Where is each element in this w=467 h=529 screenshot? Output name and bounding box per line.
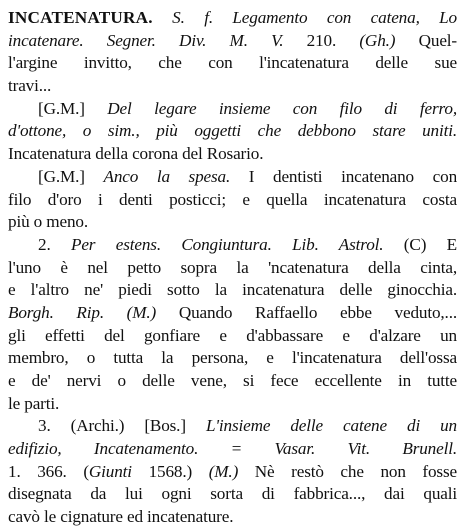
italic-text: Giunti bbox=[88, 461, 132, 481]
italic-text: S. f. Legamento con catena, Lo bbox=[172, 8, 457, 27]
entry-line bbox=[8, 7, 457, 30]
text-run: disegnata da lui ogni sorta di fabbrica..., dai quali bbox=[8, 484, 457, 504]
text-run: l'uno è nel petto sopra la 'ncatenatura della cinta, bbox=[8, 257, 457, 277]
entry-line bbox=[8, 189, 457, 212]
italic-text: Borgh. Rip. (M.) bbox=[8, 302, 157, 322]
text-run: Nè restò che non fosse bbox=[238, 461, 457, 481]
entry-line bbox=[8, 483, 457, 506]
text-run: Incatenatura della corona del Rosario. bbox=[8, 144, 264, 164]
entry-line bbox=[8, 75, 457, 98]
text-run: travi... bbox=[8, 76, 52, 96]
text-run: Quando Raffaello ebbe veduto,... bbox=[156, 302, 457, 322]
entry-line bbox=[8, 166, 457, 189]
text-run: 1. 366. ( bbox=[8, 461, 89, 481]
text-run: filo d'oro i denti posticci; e quella incatenatura costa bbox=[8, 189, 457, 209]
text-run: cavò le cignature ed incatenature. bbox=[8, 507, 234, 527]
entry-line bbox=[8, 279, 457, 302]
entry-line bbox=[8, 98, 457, 121]
entry-line bbox=[8, 30, 457, 53]
entry-line bbox=[8, 325, 457, 348]
text-run: più o meno. bbox=[8, 212, 88, 232]
italic-text: edifizio, Incatenamento. = Vasar. Vit. Brunell. bbox=[8, 439, 457, 459]
text-run: Quel- bbox=[395, 30, 457, 50]
entry-line bbox=[8, 370, 457, 393]
entry-line bbox=[8, 143, 457, 166]
entry-line bbox=[8, 120, 457, 143]
italic-text: (Gh.) bbox=[359, 30, 396, 50]
italic-text: incatenare. Segner. Div. M. V. bbox=[8, 30, 284, 50]
italic-text: Per estens. Congiuntura. Lib. Astrol. bbox=[70, 234, 384, 254]
entry-line bbox=[8, 393, 457, 416]
entry-line bbox=[8, 52, 457, 75]
italic-text: L'insieme delle catene di un bbox=[205, 416, 457, 436]
italic-text: Del legare insieme con filo di ferro, bbox=[107, 98, 457, 118]
headword: INCATENATURA. bbox=[8, 8, 153, 27]
text-run: 3. (Archi.) [Bos.] bbox=[38, 416, 206, 436]
text-run: 210. bbox=[283, 30, 360, 50]
entry-line bbox=[8, 257, 457, 280]
text-run bbox=[153, 8, 172, 27]
text-run: [G.M.] bbox=[38, 98, 108, 118]
text-run: le parti. bbox=[8, 393, 60, 413]
text-run: I dentisti incatenano con bbox=[230, 166, 457, 186]
text-run: membro, o tutta la persona, e l'incatenatura dell'ossa bbox=[8, 348, 457, 368]
text-run: l'argine invitto, che con l'incatenatura delle sue bbox=[8, 53, 457, 73]
text-run: [G.M.] bbox=[38, 166, 104, 186]
entry-line bbox=[8, 461, 457, 484]
italic-text: d'ottone, o sim., più oggetti che debbono stare uniti. bbox=[8, 121, 457, 141]
entry-line bbox=[8, 211, 457, 234]
text-run: 1568.) bbox=[131, 461, 209, 481]
text-run: e de' nervi o delle vene, si fece eccellente in tutte bbox=[8, 371, 457, 390]
entry-line bbox=[8, 347, 457, 370]
italic-text: Anco la spesa. bbox=[103, 166, 231, 186]
text-run: e l'altro ne' piedi sotto la incatenatura delle ginocchia. bbox=[8, 280, 457, 300]
italic-text: (M.) bbox=[208, 461, 239, 481]
text-run: 2. bbox=[38, 234, 71, 254]
entry-line bbox=[8, 506, 457, 529]
entry-line bbox=[8, 415, 457, 438]
entry-line bbox=[8, 234, 457, 257]
text-run: gli effetti del gonfiare e d'abbassare e d'alzare un bbox=[8, 325, 457, 345]
text-run: (C) E bbox=[383, 234, 457, 254]
entry-line bbox=[8, 302, 457, 325]
entry-line bbox=[8, 438, 457, 461]
